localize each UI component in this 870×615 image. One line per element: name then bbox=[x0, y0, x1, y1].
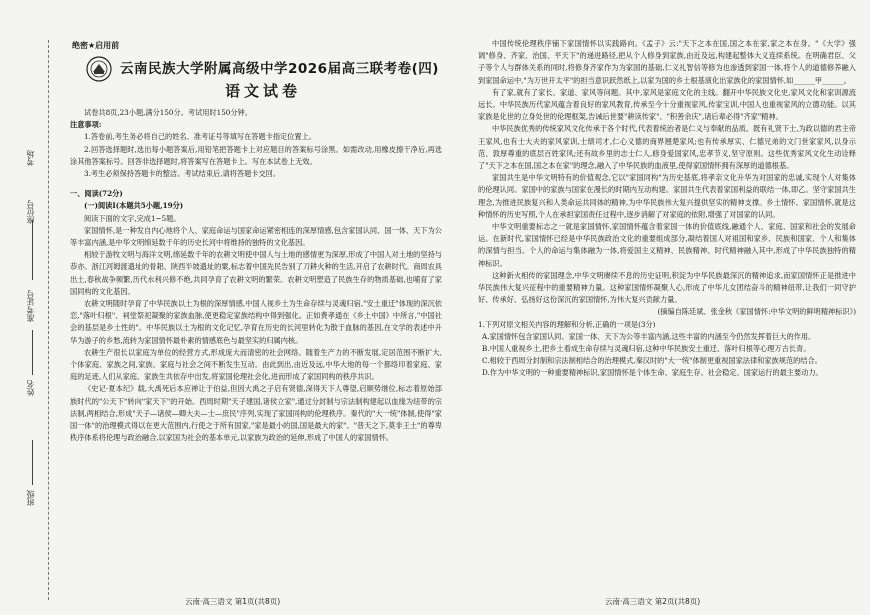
class-blank[interactable] bbox=[32, 440, 33, 485]
question-option[interactable]: C.相较于西周分封制和宗法制相结合的治理模式,秦汉时的"大一统"体制更重视国家法律和家族规范的结合。 bbox=[482, 356, 822, 366]
note-item: 3.考生必须保持答题卡的整洁。考试结束后,请将答题卡交回。 bbox=[84, 169, 281, 179]
admission-number-label: 准考证号 bbox=[26, 290, 35, 322]
binding-margin bbox=[18, 40, 58, 600]
question-stem: 1.下列对原文相关内容的理解和分析,正确的一项是(3分) bbox=[478, 319, 656, 329]
page-1 bbox=[70, 107, 442, 444]
section-heading: 一、阅读(72分) bbox=[70, 189, 123, 199]
passage-paragraph: 相较于游牧文明与海洋文明,绵延数千年的农耕文明使中国人与土地的感情更为深厚,形成了中国人对土地的坚持与恭亦。浙江河姆渡遗址的骨耜、陕西半坡遗址的粟,标志着中国先民告别了刀耕火种的生活,开启了农耕时代。商周农具出土,春秋战争频繁,历代水利兴修不绝,共同孕育了农耕文明的繁荣。农耕文明塑造了民族生存的物质基础,也哺育了家国同构的文化基因。 bbox=[70, 250, 442, 296]
passage-paragraph: 这种新火相传的家国理念,中华文明赓续不息的历史证明,积淀为中华民族最深沉的精神追求,而家国情怀正是推进中华民族伟大复兴征程中的重要精神力量。这种家国情怀凝聚人心,形成了中华儿女团结奋斗的精神纽带,让我们一同守护好、传承好、弘扬好这份深沉的家国情怀,为伟大复兴贡献力量。 bbox=[478, 270, 856, 305]
passage-paragraph: 家国共生是中华文明特有的价值观念,它以"家国同构"为历史基底,将孝亲文化升华为对国家的忠诚,实现个人对集体的伦理认同。家国中的家族与国家在漫长的时期内互动构建。家国共生代表着家国利益的联结一体,即乙。坚守家国共生理念,为推进民族复兴和人类命运共同体的精神,为中华民族伟大复兴提供坚实的精神支撑。乡土情怀、家国情怀,就是这种情怀的历史写照,个人在承担家国责任过程中,逐步消解了对家庭的依附,增强了对国家的认同。 bbox=[478, 173, 856, 219]
passage-paragraph: 中国传统伦理秩序铺下家国情怀以实践路向。《孟子》云:"天下之本在国,国之本在家,家之本在身。"《大学》强调"修身、齐家、治国、平天下"的递进路径,把从个人修身到家族,由近及远,构建起整体大义连续系统。在明确君臣、父子等个人与群体关系的同时,将修身齐家作为为家国的基础,仁义礼智信等修为也渗透到家国一体,将个人的道德修养融入到家国命运中,"为万世开太平"的担当意识跃然纸上,以家为国的乡土根基演化出家族化的家国情怀,如______甲______。 bbox=[478, 39, 856, 85]
notes-list bbox=[70, 131, 442, 180]
school-logo-icon bbox=[86, 56, 112, 82]
exam-room-label: 考场 bbox=[26, 150, 35, 166]
question-option[interactable]: B.中国人重视乡土,把乡土看成生命存续与灵魂归宿,这种中华民族安土重迁、落叶归根等心理万古长青。 bbox=[482, 344, 811, 354]
school-title: 云南民族大学附属高级中学2026届高三联考卷(四) bbox=[120, 61, 439, 77]
class-label: 班级 bbox=[26, 490, 35, 506]
passage-paragraph: 农耕生产很长以家庭为单位的经营方式,形成庞大而清密的社会网络。随着生产力的不断发展,定居范围不断扩大,个体家庭、家族之间,家族、家庭与社会之间不断发生互动。由此到出,由近及远,中华大地的每一个都络印着家庭、家庭的足迹,人们从家庭、家族生共依存中出发,将家国伦理社会化,进而形成了家国同构的秩序共识。 bbox=[70, 347, 442, 382]
question-option[interactable]: A.家国情怀包含家国认同、家国一体、天下为公等丰富内涵,这些丰富的内涵至今仍然发挥着巨大的作用。 bbox=[482, 331, 816, 341]
note-item: 1.答卷前,考生务必将自己的姓名、准考证号等填写在答题卡指定位置上。 bbox=[84, 132, 316, 142]
passage-right bbox=[478, 38, 856, 306]
name-label: 姓名 bbox=[26, 380, 35, 396]
passage-paragraph: 农耕文明随时孕育了中华民族以土为根的深厚情感,中国人视乡土为生命存续与灵魂归宿,"安土重迁"体现的深沉依恋,"落叶归根"、祠堂祭祀凝聚的家族血脉,使更稳定家族结构中得到强化。正如费孝通在《乡土中国》中所言,"中国社会的基层是乡土性的"。中华民族以土为根的文化记忆,孕育在历史的长河里转化为散于血脉的基因,在文学的表述中升华为游子的乡愁,流转为家国情怀最朴素的情感底色与最坚实的归属内核。 bbox=[70, 299, 442, 345]
seat-label: 座位号 bbox=[26, 200, 35, 224]
passage-paragraph: 家国情怀,是一种发自内心地将个人、家庭命运与国家命运紧密相连的深厚情感,包含家国认同、国一体、天下为公等丰富内涵,是中华文明绵延数千年的历史长河中将维持的独特的文化基因。 bbox=[70, 225, 442, 248]
passage-paragraph: 《史记·夏本纪》载,大禹死后本应禅让于伯益,但因大禹之子启有贤德,深得天下人尊望,启顺势继位,标志着原始部族时代的"公天下"转向"家天下"的开始。西周时期"天子建国,诸侯立家",通过分封制与宗法制构建起以血缘为纽带的宗法制,两相结合,形成"天子—诸侯—卿大夫—士—庶民"序列,实现了家国同构的伦理秩序。秦代的"大一统"体制,使得"家国一体"的治理模式得以在更大范围内,行使之于所有国家,"家是最小的国,国是最大的家"。"普天之下,莫非王土"的尊卑秩序体系将伦理与政治融合,以家国为社会的基本单元,以家族为政治的延伸,形成了中国人的家国情怀。 bbox=[70, 384, 442, 443]
passage-paragraph: 中华民族优秀的传统家风文化传承于各个时代,代表着统治者是仁义与奉献的品质。既有礼贤下士,为政以德的君主帝王家风,也有士大夫的家风家训,士绩司才,仁心义德的商界翘楚家风;也有传承厚实、仁德兄弟的文门世家家风,以身示范、敦厚尊重的底层百姓家风;还有故乡里的志士仁人,修身爱国家风,忠孝节义,坚守原则。这些优秀家风文化生动诠释了"天下之本在国,国之本在家"的理念,融入了中华民族的血液里,使得家国情怀拥有深厚的道德根基。 bbox=[478, 124, 856, 171]
page-2 bbox=[478, 38, 856, 380]
cut-line bbox=[48, 40, 49, 600]
exam-intro: 试卷共8页,23小题,满分150分。考试用时150分钟。 bbox=[84, 108, 252, 117]
name-blank[interactable] bbox=[32, 330, 33, 375]
reading-instruction: 阅读下面的文字,完成1~5题。 bbox=[84, 213, 181, 223]
notes-title: 注意事项: bbox=[70, 120, 102, 130]
excerpt-source: (摘编自陈廷斌、张金秋《家国情怀:中华文明的鲜明精神标识》) bbox=[657, 307, 856, 317]
page-2-footer: 云南·高三语文 第2页(共8页) bbox=[605, 597, 701, 606]
sub-section-heading: (一)阅读Ⅰ(本题共5小题,19分) bbox=[84, 201, 184, 211]
confidential-mark: 绝密★启用前 bbox=[72, 41, 120, 50]
passage-paragraph: 中华文明重要标志之一就是家国情怀,家国情怀蕴含着家国一体的价值底线,融通个人、家庭、国家和社会的发展命运。在新时代,家国情怀已经是中华民族政治文化的重要组成部分,凝结着国人对祖国和家乡、民族和国家、个人和集体的深情与担当。个人的命运与集体融为一体,将爱国主义精神、民族精神、时代精神融入其中,形成了中华民族独特的精神标识。 bbox=[478, 222, 856, 268]
page-1-footer: 云南·高三语文 第1页(共8页) bbox=[185, 597, 281, 606]
admission-number-blank[interactable] bbox=[32, 220, 33, 280]
question-1 bbox=[478, 319, 856, 380]
passage-paragraph: 有了家,就有了家长、家道、家风等问题。其中,家风是家庭文化的主线。翻开中华民族文化史,家风文化和家训源流远长。中华民族历代家风蕴含着良好的家风教育,传承至今十分重视家风,传家宝训,中国人也重视家风的立德功能。以其家族是化世的立身处世的伦理框架,告诫后世要"耕读传家"、"积善余庆",诸后辈必得"齐家"精神。 bbox=[478, 87, 856, 122]
note-item: 2.回答选择题时,选出每小题答案后,用铅笔把答题卡上对应题目的答案标号涂黑。如需改动,用橡皮擦干净后,再选涂其他答案标号。回答非选择题时,将答案写在答题卡上。写在本试卷上无效。 bbox=[70, 144, 442, 166]
question-option[interactable]: D.作为中华文明的一种重要精神标识,家国情怀是个体生命、家庭生存、社会稳定、国家运行的最主要动力。 bbox=[482, 368, 823, 378]
passage-left bbox=[70, 225, 442, 445]
subject-title: 语文试卷 bbox=[225, 82, 302, 100]
